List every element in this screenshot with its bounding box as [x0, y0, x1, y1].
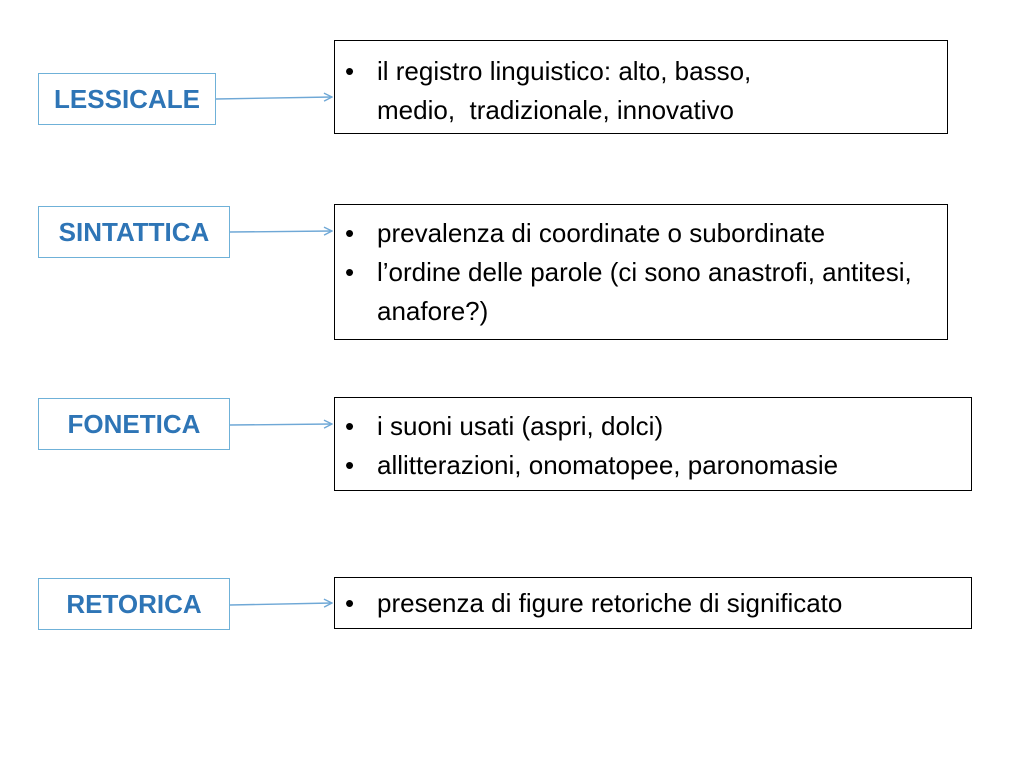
arrow-sintattica — [230, 231, 332, 232]
item-text: prevalenza di coordinate o subordinate — [377, 218, 826, 248]
bullet-icon: • — [345, 56, 355, 86]
bullet-icon: • — [345, 411, 355, 441]
label-retorica: RETORICA — [38, 578, 230, 630]
bullet-icon: • — [345, 257, 355, 287]
item-text: i suoni usati (aspri, dolci) — [377, 411, 664, 441]
arrow-fonetica — [230, 424, 332, 425]
item-text: l’ordine delle parole (ci sono anastrofi, antitesi, anafore?) — [377, 257, 912, 326]
content-box-retorica — [334, 577, 972, 629]
bullet-icon: • — [345, 588, 355, 618]
arrow-retorica — [230, 603, 332, 605]
label-lessicale: LESSICALE — [38, 73, 216, 125]
content-box-sintattica — [334, 204, 948, 340]
item-text: allitterazioni, onomatopee, paronomasie — [377, 450, 839, 480]
content-box-fonetica — [334, 397, 972, 491]
bullet-icon: • — [345, 218, 355, 248]
item-text: presenza di figure retoriche di significato — [377, 588, 843, 618]
content-box-lessicale — [334, 40, 948, 134]
bullet-item — [343, 446, 963, 485]
label-fonetica: FONETICA — [38, 398, 230, 450]
bullet-item — [343, 253, 939, 331]
label-sintattica: SINTATTICA — [38, 206, 230, 258]
bullet-item — [343, 52, 939, 130]
arrow-lessicale — [216, 97, 332, 99]
bullet-icon: • — [345, 450, 355, 480]
item-text: il registro linguistico: alto, basso, medio, tradizionale, innovativo — [377, 56, 752, 125]
bullet-item — [343, 584, 963, 623]
bullet-item — [343, 407, 963, 446]
bullet-item — [343, 214, 939, 253]
